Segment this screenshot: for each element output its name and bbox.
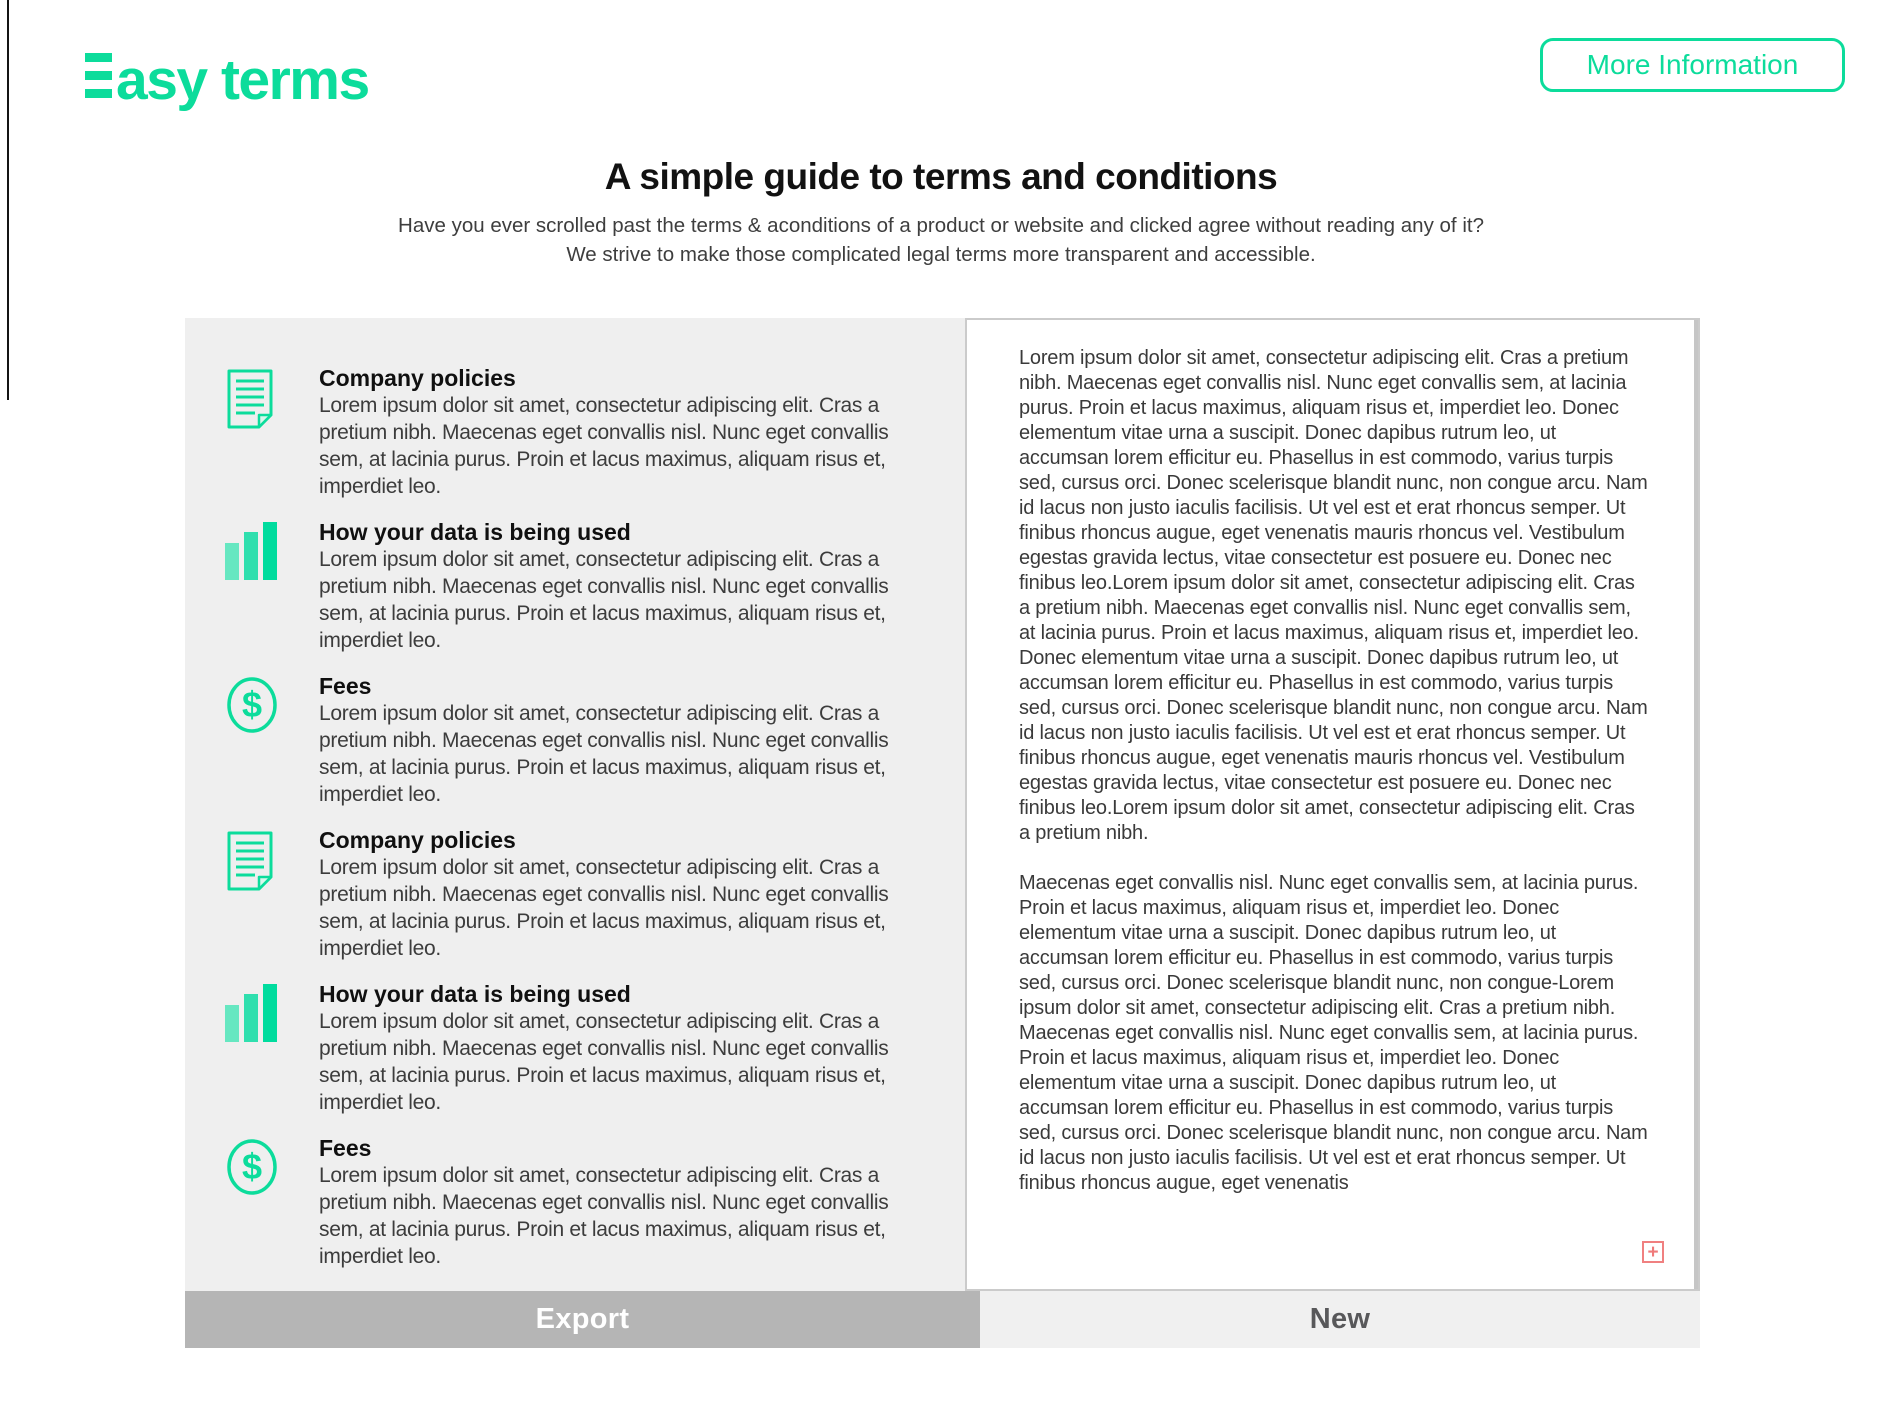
item-title: Fees (319, 673, 372, 699)
new-button[interactable]: New (980, 1291, 1700, 1348)
list-item (225, 827, 910, 962)
easy-terms-logo (85, 48, 369, 112)
logo-wordmark: asy terms (116, 48, 369, 112)
item-body: Lorem ipsum dolor sit amet, consectetur adipiscing elit. Cras a pretium nibh. Maecenas eget convallis nisl. Nunc eget convallis sem, at lacinia purus. Proin et lacus maximus, aliquam risus et, imperdiet leo. (319, 548, 889, 652)
item-body: Lorem ipsum dolor sit amet, consectetur adipiscing elit. Cras a pretium nibh. Maecenas eget convallis nisl. Nunc eget convallis sem, at lacinia purus. Proin et lacus maximus, aliquam risus et, imperdiet leo. (319, 856, 889, 960)
more-information-button[interactable]: More Information (1540, 38, 1845, 92)
dollar-icon (225, 1135, 281, 1270)
item-title: How your data is being used (319, 519, 631, 545)
svg-text:$: $ (241, 684, 263, 725)
item-body: Lorem ipsum dolor sit amet, consectetur adipiscing elit. Cras a pretium nibh. Maecenas eget convallis nisl. Nunc eget convallis sem, at lacinia purus. Proin et lacus maximus, aliquam risus et, imperdiet leo. (319, 1010, 889, 1114)
page-title: A simple guide to terms and conditions (604, 156, 1278, 197)
page-subtitle-line1: Have you ever scrolled past the terms & aconditions of a product or website and clicked agree without reading any of it? (398, 214, 1484, 237)
document-paragraph: Lorem ipsum dolor sit amet, consectetur adipiscing elit. Cras a pretium nibh. Maecenas eget convallis nisl. Nunc eget convallis sem, at lacinia purus. Proin et lacus maximus, aliquam risus et, imperdiet leo. Donec elementum vitae urna a suscipit. Donec dapibus rutrum leo, ut accumsan lorem efficitur eu. Phasellus in est commodo, varius turpis sed, cursus orci. Donec scelerisque blandit nunc, non congue arcu. Nam id lacus non justo iaculis facilisis. Ut vel est et erat rhoncus semper. Ut finibus rhoncus augue, eget venenatis mauris rhoncus vel. Vestibulum egestas gravida lectus, vitae consectetur est posuere eu. Donec nec finibus leo.Lorem ipsum dolor sit amet, consectetur adipiscing elit. Cras a pretium nibh. Maecenas eget convallis nisl. Nunc eget convallis sem, at lacinia purus. Proin et lacus maximus, aliquam risus et, imperdiet leo. Donec elementum vitae urna a suscipit. Donec dapibus rutrum leo, ut accumsan lorem efficitur eu. Phasellus in est commodo, varius turpis sed, cursus orci. Donec scelerisque blandit nunc, non congue arcu. Nam id lacus non justo iaculis facilisis. Ut vel est et erat rhoncus semper. Ut finibus rhoncus augue, eget venenatis mauris rhoncus vel. Vestibulum egestas gravida lectus, vitae consectetur est posuere eu. Donec nec finibus leo.Lorem ipsum dolor sit amet, consectetur adipiscing elit. Cras a pretium nibh. (1019, 347, 1648, 844)
list-item (225, 365, 910, 500)
item-body: Lorem ipsum dolor sit amet, consectetur adipiscing elit. Cras a pretium nibh. Maecenas eget convallis nisl. Nunc eget convallis sem, at lacinia purus. Proin et lacus maximus, aliquam risus et, imperdiet leo. (319, 702, 889, 806)
document-icon (225, 827, 281, 962)
item-body: Lorem ipsum dolor sit amet, consectetur adipiscing elit. Cras a pretium nibh. Maecenas eget convallis nisl. Nunc eget convallis sem, at lacinia purus. Proin et lacus maximus, aliquam risus et, imperdiet leo. (319, 1164, 889, 1268)
summary-panel (185, 318, 965, 1291)
item-body: Lorem ipsum dolor sit amet, consectetur adipiscing elit. Cras a pretium nibh. Maecenas eget convallis nisl. Nunc eget convallis sem, at lacinia purus. Proin et lacus maximus, aliquam risus et, imperdiet leo. (319, 394, 889, 498)
expand-plus-icon[interactable]: + (1642, 1241, 1664, 1263)
page-subtitle-line2: We strive to make those complicated legal terms more transparent and accessible. (566, 243, 1316, 267)
dollar-icon (225, 673, 281, 808)
item-title: How your data is being used (319, 981, 631, 1007)
item-title: Fees (319, 1135, 372, 1161)
main-content (185, 318, 1700, 1291)
document-panel (965, 318, 1700, 1291)
list-item (225, 673, 910, 808)
bar-chart-icon (225, 519, 281, 654)
export-button[interactable]: Export (185, 1291, 980, 1348)
list-item (225, 1135, 910, 1270)
bar-chart-icon (225, 981, 281, 1116)
svg-text:$: $ (241, 1146, 263, 1187)
list-item (225, 519, 910, 654)
item-title: Company policies (319, 365, 516, 391)
document-icon (225, 365, 281, 500)
logo-e-bars-icon (85, 53, 112, 98)
document-paragraph: Maecenas eget convallis nisl. Nunc eget convallis sem, at lacinia purus. Proin et lacus maximus, aliquam risus et, imperdiet leo. Donec elementum vitae urna a suscipit. Donec dapibus rutrum leo, ut accumsan lorem efficitur eu. Phasellus in est commodo, varius turpis sed, cursus orci. Donec scelerisque blandit nunc, non congue-Lorem ipsum dolor sit amet, consectetur adipiscing elit. Cras a pretium nibh. Maecenas eget convallis nisl. Nunc eget convallis sem, at lacinia purus. Proin et lacus maximus, aliquam risus et, imperdiet leo. Donec elementum vitae urna a suscipit. Donec dapibus rutrum leo, ut accumsan lorem efficitur eu. Phasellus in est commodo, varius turpis sed, cursus orci. Donec scelerisque blandit nunc, non congue arcu. Nam id lacus non justo iaculis facilisis. Ut vel est et erat rhoncus semper. Ut finibus rhoncus augue, eget venenatis (1019, 872, 1648, 1194)
footer-actions (185, 1291, 1700, 1348)
document-scrollbar[interactable] (1694, 320, 1698, 1289)
intro-section (0, 156, 1882, 269)
list-item (225, 981, 910, 1116)
item-title: Company policies (319, 827, 516, 853)
